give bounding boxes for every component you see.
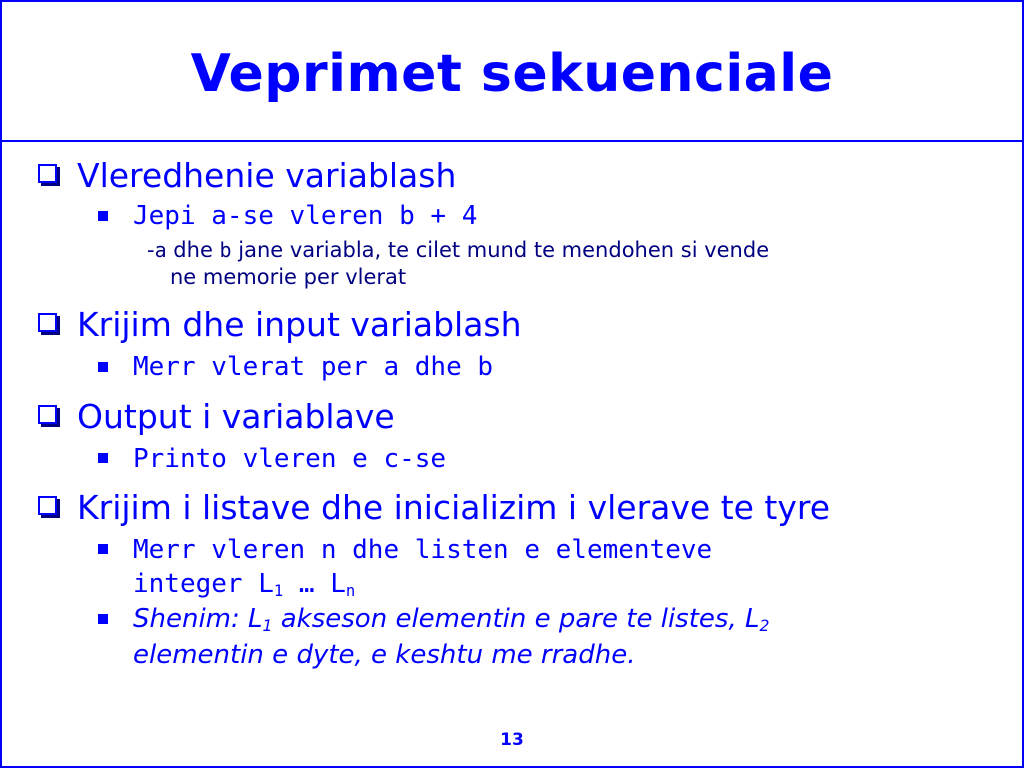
integer-l-prefix: integer L [133,569,274,599]
bullet-item-4 [38,489,830,527]
subscript-2: 2 [759,617,770,635]
sub-item-1-1: Jepi a-se vleren b + 4 [133,201,478,231]
note-dash: - [147,238,155,262]
bullet-item-2 [38,306,522,344]
slide-title: Veprimet sekuenciale [190,44,834,104]
square-bullet-icon [38,405,57,424]
bullet-item-1-label: Vleredhenie variablash [77,156,457,195]
note-text-rest: jane variabla, te cilet mund te mendohen si vende [231,238,770,262]
ellipsis-l: … L [283,569,346,599]
bullet-item-4-label: Krijim i listave dhe inicializim i vlerave te tyre [77,488,831,527]
square-bullet-small-icon [98,211,108,221]
square-bullet-icon [38,313,57,332]
square-bullet-small-icon [98,614,108,624]
title-box [2,2,1022,142]
sub-item-4-2-line-1 [133,603,769,642]
note-shenim-part1: Shenim: L [133,604,263,634]
note-var-a: a [154,238,167,262]
note-var-b: b [219,238,232,262]
subscript-1: 1 [273,582,284,600]
square-bullet-small-icon [98,453,108,463]
note-1-line-1 [147,238,769,263]
bullet-item-3 [38,398,395,436]
sub-item-3-1: Printo vleren e c-se [133,444,447,474]
note-shenim-part2: akseson elementin e pare te listes, L [272,604,760,634]
note-word-dhe: dhe [166,238,220,262]
note-1-line-2: ne memorie per vlerat [170,265,407,289]
bullet-item-2-label: Krijim dhe input variablash [77,305,522,344]
square-bullet-icon [38,164,57,183]
sub-item-4-2-line-2: elementin e dyte, e keshtu me rradhe. [133,640,636,670]
bullet-item-3-label: Output i variablave [77,397,395,436]
sub-item-4-1-line-2 [133,567,355,608]
page-number: 13 [500,730,524,750]
subscript-1b: 1 [262,617,273,635]
square-bullet-small-icon [98,544,108,554]
square-bullet-icon [38,496,57,515]
subscript-n: n [345,582,356,600]
square-bullet-small-icon [98,362,108,372]
sub-item-4-1-line-1: Merr vleren n dhe listen e elementeve [133,535,713,565]
bullet-item-1 [38,157,456,195]
sub-item-2-1: Merr vlerat per a dhe b [133,352,494,382]
